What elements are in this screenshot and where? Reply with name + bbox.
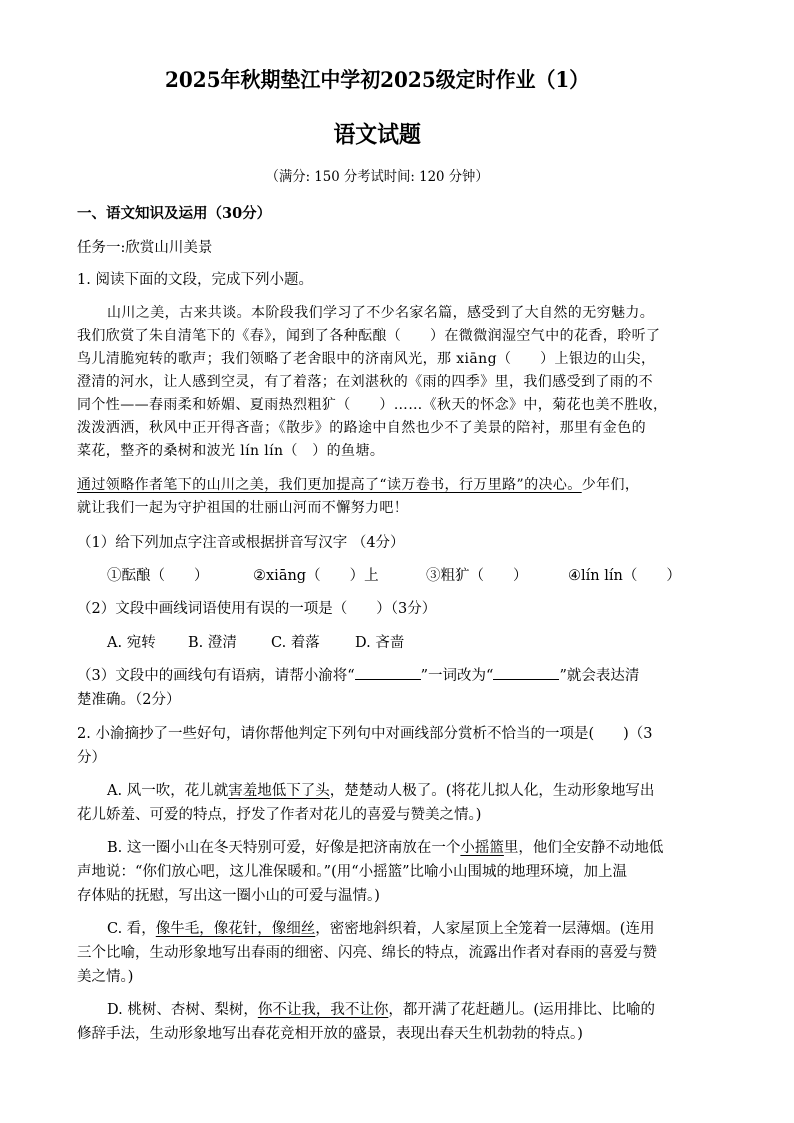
- option-text: B. 这一圈小山在冬天特别可爱，好像是把济南放在一个: [107, 840, 461, 856]
- underlined-phrase: 你不让我，我不让你: [257, 1002, 389, 1018]
- passage-line: 泼泼洒洒，秋风中正开得吝啬；《散步》的路途中自然也少不了美景的陪衬，那里有金色的: [77, 420, 646, 436]
- exam-title: 2025年秋期垫江中学初2025级定时作业（1）: [165, 67, 590, 92]
- question-2-stem: 2. 小渝摘抄了一些好句，请你帮他判定下列句中对画线部分赏析不恰当的一项是( )（3: [77, 726, 653, 742]
- underlined-phrase: 害羞地低下了头: [228, 783, 330, 799]
- option-b: B. 澄清: [188, 635, 237, 651]
- sub-item: ③粗犷（ ）: [426, 568, 528, 584]
- underlined-phrase: 小摇篮: [460, 840, 504, 856]
- option-text: C. 看，: [107, 921, 156, 937]
- q2-option-d-cont: 修辞手法，生动形象地写出春花竞相开放的盛景，表现出春天生机勃勃的特点。): [77, 1026, 583, 1042]
- q2-option-d: [107, 998, 655, 1019]
- q2-option-c: [107, 917, 654, 938]
- sub-item: ①酝酿（ ）: [107, 568, 209, 584]
- option-d: D. 吝啬: [355, 635, 405, 651]
- q2-option-c-cont: 美之情。): [77, 969, 134, 985]
- option-text: A. 风一吹，花儿就: [107, 783, 229, 799]
- q2-option-a: [107, 779, 654, 800]
- option-text: ，楚楚动人极了。(将花儿拟人化，生动形象地写出: [329, 783, 655, 799]
- q2-option-b-cont: 存体贴的抚慰，写出这一圈小山的可爱与温情。): [77, 888, 380, 904]
- sub-item: ④lín lín（ ）: [568, 568, 681, 584]
- question-2-stem-cont: 分）: [77, 750, 106, 766]
- answer-blank[interactable]: [355, 678, 421, 680]
- q2-option-b-cont: 声地说：“你们放心吧，这儿准保暖和。”(用“小摇篮”比喻小山围城的地理环境，加上温: [77, 864, 628, 880]
- passage-line: 菜花，整齐的桑树和波光 lín lín（ ）的鱼塘。: [77, 443, 385, 459]
- option-a: A. 宛转: [107, 635, 156, 651]
- q2-option-c-cont: 三个比喻，生动形象地写出春雨的细密、闪亮、绵长的特点，流露出作者对春雨的喜爱与赞: [77, 945, 657, 961]
- subject-title: 语文试题: [333, 121, 421, 148]
- q2-option-b: [107, 836, 663, 857]
- question-1-stem: 1. 阅读下面的文段，完成下列小题。: [77, 272, 313, 288]
- sub-question-text: （3）文段中的画线句有语病，请帮小渝将“: [77, 668, 355, 684]
- section-heading: 一、语文知识及运用（30分）: [77, 205, 272, 222]
- sub-question-3-cont: 楚准确。（2分）: [77, 692, 181, 708]
- option-text: ，密密地斜织着，人家屋顶上全笼着一层薄烟。(连用: [315, 921, 655, 937]
- option-text: 里，他们全安静不动地低: [503, 840, 664, 856]
- sub-question-3: [77, 664, 639, 685]
- q2-option-a-cont: 花儿娇羞、可爱的特点，抒发了作者对花儿的喜爱与赞美之情。): [77, 807, 482, 823]
- task-heading: 任务一:欣赏山川美景: [77, 240, 213, 256]
- sub-question-2: （2）文段中画线词语使用有误的一项是（ ）（3分）: [77, 601, 437, 617]
- sub-question-1: （1）给下列加点字注音或根据拼音写汉字 （4分）: [77, 535, 405, 551]
- passage-text: 少年们，: [581, 477, 640, 493]
- passage-line: 鸟儿清脆宛转的歌声；我们领略了老舍眼中的济南风光，那 xiāng（ ）上银边的山尖，: [77, 351, 656, 367]
- sub-question-text: ”就会表达清: [559, 668, 640, 684]
- sub-question-text: ”一词改为“: [420, 668, 494, 684]
- passage-line: 澄清的河水，让人感到空灵，有了着落；在刘湛秋的《雨的四季》里，我们感受到了雨的不: [77, 374, 653, 390]
- option-text: D. 桃树、杏树、梨树，: [107, 1002, 258, 1018]
- exam-meta: （满分: 150 分考试时间: 120 分钟）: [265, 169, 489, 185]
- option-c: C. 着落: [271, 635, 320, 651]
- passage-line: 同个性——春雨柔和娇媚、夏雨热烈粗犷（ ）……《秋天的怀念》中，菊花也美不胜收，: [77, 397, 668, 413]
- underlined-sentence: 通过领略作者笔下的山川之美，我们更加提高了“读万卷书，行万里路”的决心。: [77, 477, 582, 493]
- passage-line: 我们欣赏了朱自清笔下的《春》，闻到了各种酝酿（ ）在微微润湿空气中的花香，聆听了: [77, 328, 661, 344]
- passage-line: [77, 474, 639, 494]
- answer-blank[interactable]: [493, 678, 559, 680]
- sub-item: ②xiāng（ ）上: [253, 568, 379, 584]
- option-text: ，都开满了花赶趟儿。(运用排比、比喻的: [388, 1002, 655, 1018]
- passage-line: 就让我们一起为守护祖国的壮丽山河而不懈努力吧！: [77, 500, 409, 516]
- passage-line: 山川之美，古来共谈。本阶段我们学习了不少名家名篇，感受到了大自然的无穷魅力。: [107, 305, 655, 321]
- underlined-phrase: 像牛毛，像花针，像细丝: [155, 921, 316, 937]
